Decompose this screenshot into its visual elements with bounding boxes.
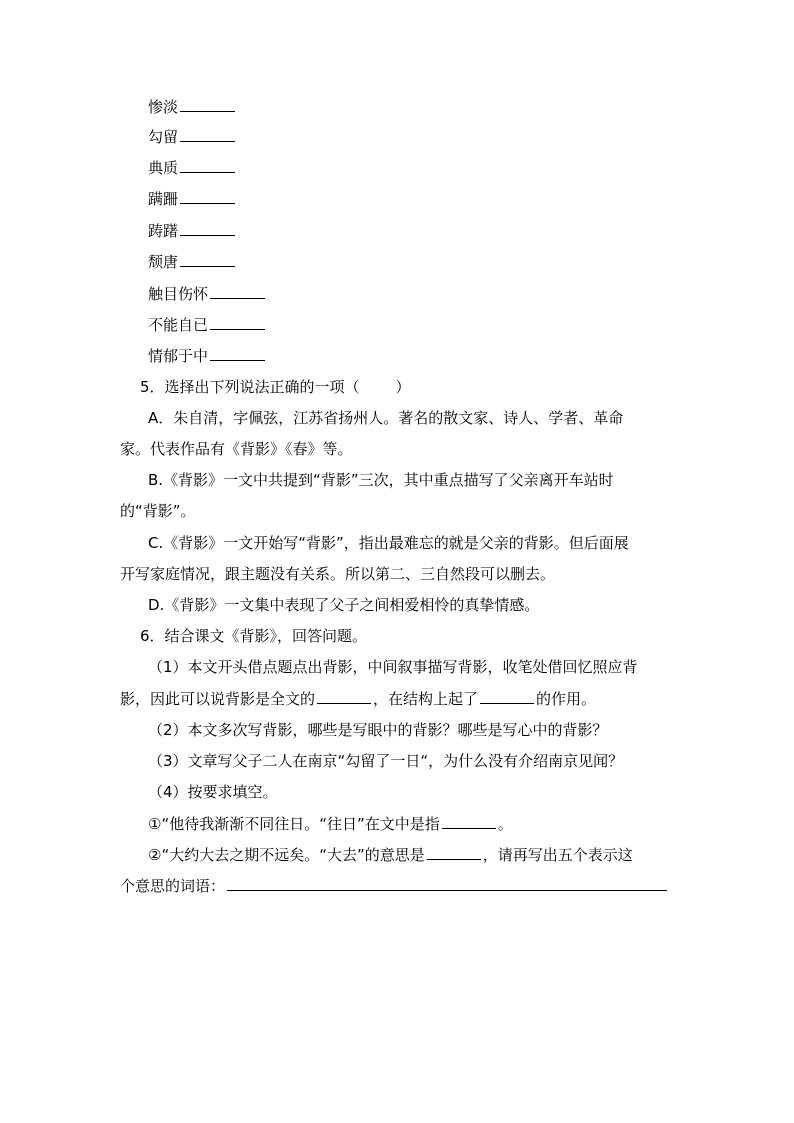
answer-blank[interactable] (427, 845, 481, 860)
q6-sub4-item1: ①“他待我渐渐不同往日。“往日”在文中是指 。 (148, 815, 513, 833)
q6-sub1-line2: 影，因此可以说背影是全文的 ，在结构上起了 的作用。 (120, 690, 597, 708)
vocab-word: 情郁于中 (148, 347, 209, 365)
question-6-stem: 6．结合课文《背影》，回答问题。 (140, 627, 368, 645)
vocab-item (148, 345, 267, 367)
vocab-word: 惨淡 (148, 98, 179, 116)
vocab-word: 典质 (148, 159, 179, 177)
question-5-stem: 5．选择出下列说法正确的一项（ ） (140, 378, 411, 396)
vocab-item (148, 251, 237, 273)
option-a-line2: 家。代表作品有《背影》《春》等。 (120, 440, 353, 458)
vocab-item (148, 157, 237, 179)
q6-sub1-line1: （1）本文开头借点题点出背影，中间叙事描写背影，收笔处借回忆照应背 (148, 658, 638, 676)
vocab-word: 不能自已 (148, 316, 209, 334)
vocab-word: 颓唐 (148, 253, 179, 271)
option-b-line2: 的“背影”。 (120, 502, 196, 520)
option-c-line2: 开写家庭情况，跟主题没有关系。所以第二、三自然段可以删去。 (120, 565, 556, 583)
vocab-item (148, 188, 237, 210)
answer-blank[interactable] (480, 689, 534, 704)
answer-blank[interactable] (180, 252, 235, 267)
answer-blank[interactable] (180, 158, 235, 173)
q6-sub3: （3）文章写父子二人在南京“勾留了一日“，为什么没有介绍南京见闻？ (148, 752, 624, 770)
answer-blank[interactable] (210, 284, 265, 299)
answer-blank[interactable] (227, 876, 667, 891)
answer-blank[interactable] (180, 221, 235, 236)
answer-blank[interactable] (317, 689, 371, 704)
vocab-word: 踌躇 (148, 222, 179, 240)
vocab-item (148, 220, 237, 242)
q6-sub4-item2-line2: 个意思的词语： (120, 875, 669, 897)
answer-blank[interactable] (180, 97, 235, 112)
vocab-word: 勾留 (148, 128, 179, 146)
vocab-word: 蹒跚 (148, 190, 179, 208)
answer-blank[interactable] (442, 814, 496, 829)
option-a-line1: A．朱自清，字佩弦，江苏省扬州人。著名的散文家、诗人、学者、革命 (148, 409, 624, 427)
option-d-line1: D.《背影》一文集中表现了父子之间相爱相怜的真挚情感。 (148, 596, 540, 614)
answer-blank[interactable] (180, 127, 235, 142)
answer-blank[interactable] (210, 346, 265, 361)
vocab-word: 触目伤怀 (148, 285, 209, 303)
vocab-item (148, 126, 237, 148)
q6-sub4: （4）按要求填空。 (148, 783, 278, 801)
q6-sub2: （2）本文多次写背影，哪些是写眼中的背影？哪些是写心中的背影？ (148, 721, 608, 739)
answer-blank[interactable] (180, 189, 235, 204)
vocab-item (148, 96, 237, 118)
option-c-line1: C.《背影》一文开始写“背影”，指出最难忘的就是父亲的背影。但后面展 (148, 534, 629, 552)
vocab-item (148, 283, 267, 305)
answer-blank[interactable] (210, 315, 265, 330)
vocab-item (148, 314, 267, 336)
option-b-line1: B.《背影》一文中共提到“背影”三次，其中重点描写了父亲离开车站时 (148, 471, 614, 489)
q6-sub4-item2-line1: ②“大约大去之期不远矣。“大去”的意思是 ，请再写出五个表示这 (148, 846, 633, 864)
